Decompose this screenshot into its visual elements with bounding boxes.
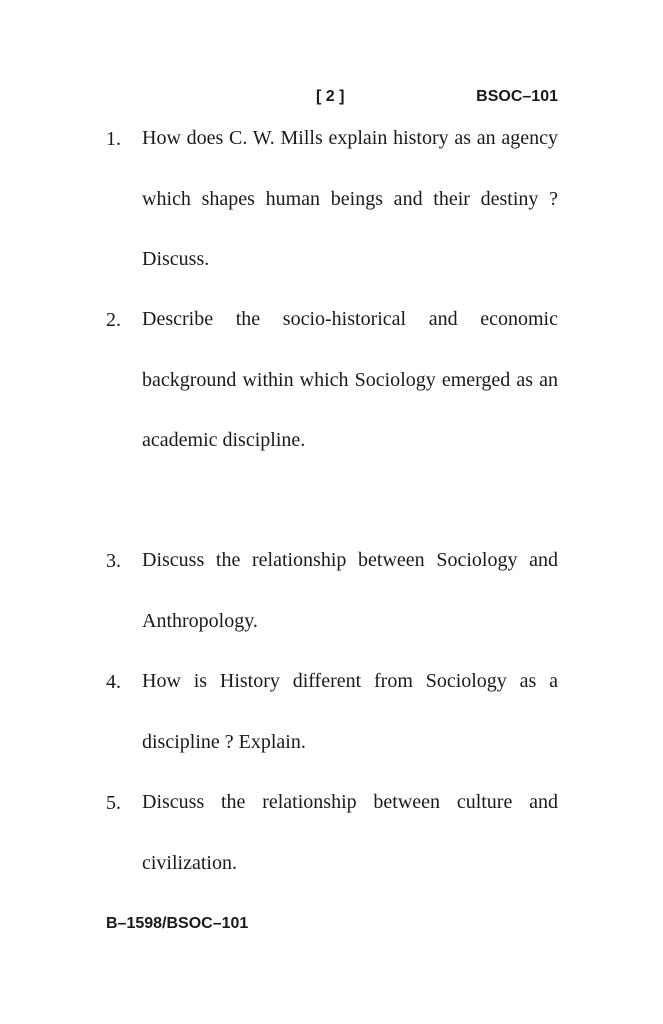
- question-text: Describe the socio-historical and economic background within which Sociology emerged as an academic discipline.: [142, 308, 558, 451]
- question-number: 1.: [106, 128, 121, 150]
- question-text: Discuss the relationship between culture and civilization.: [142, 791, 558, 874]
- question-number: 4.: [106, 671, 121, 693]
- question-text: How does C. W. Mills explain history as an agency which shapes human beings and their destiny ? Discuss.: [142, 127, 558, 270]
- question-number: 5.: [106, 792, 121, 814]
- question-number: 2.: [106, 309, 121, 331]
- question-number: 3.: [106, 550, 121, 572]
- page-number: [ 2 ]: [316, 88, 345, 105]
- paper-code: B–1598/BSOC–101: [106, 915, 249, 932]
- question-text: Discuss the relationship between Sociology and Anthropology.: [142, 549, 558, 632]
- course-code: BSOC–101: [476, 88, 558, 105]
- question-text: How is History different from Sociology as a discipline ? Explain.: [142, 670, 558, 753]
